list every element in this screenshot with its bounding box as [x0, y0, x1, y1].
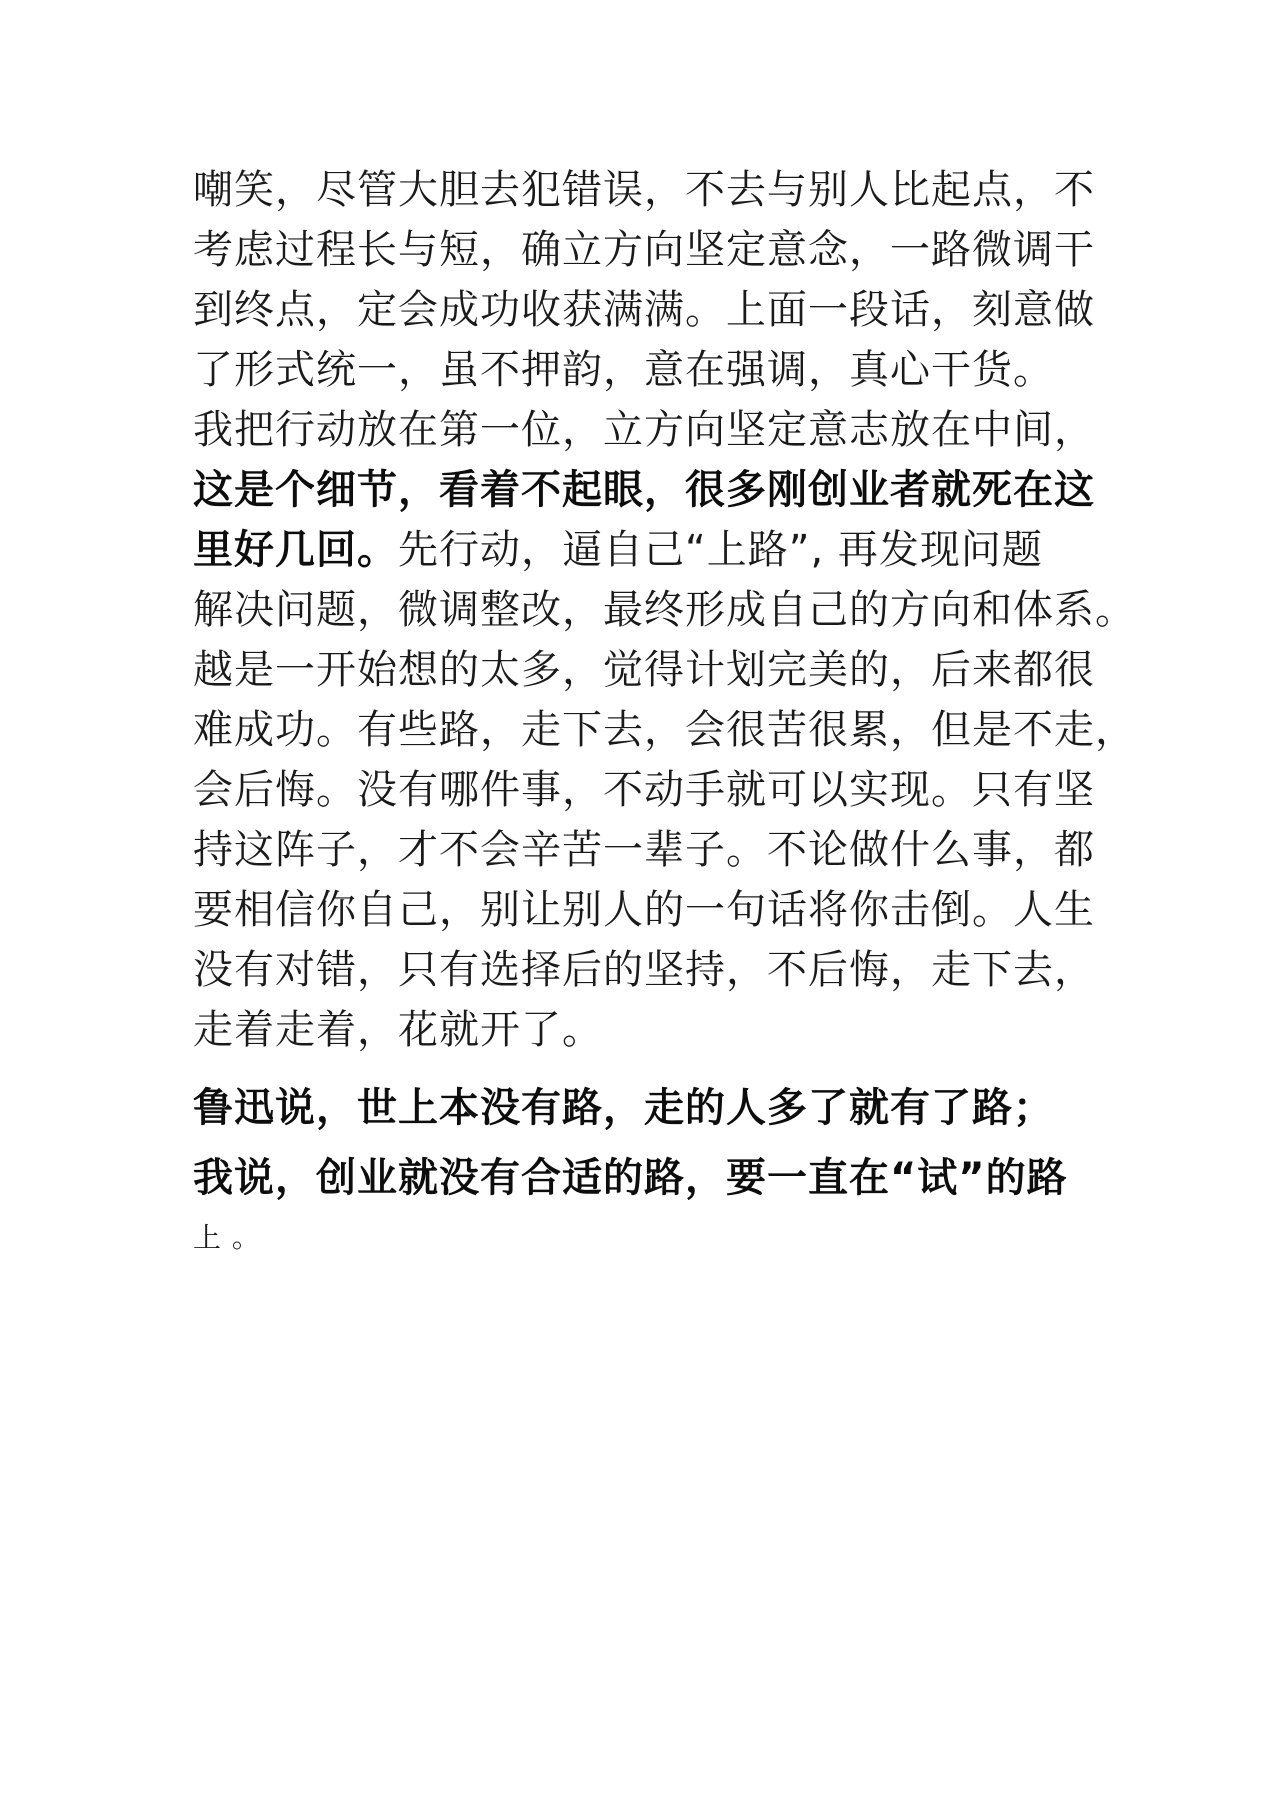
text-line: 会后悔。没有哪件事，不动手就可以实现。只有坚 [193, 767, 1095, 813]
text-line: 难成功。有些路，走下去，会很苦很累，但是不走， [193, 707, 1136, 753]
text-line: 嘲笑，尽管大胆去犯错误，不去与别人比起点，不 [193, 167, 1095, 213]
text-line: 我把行动放在第一位，立方向坚定意志放在中间， [193, 407, 1095, 453]
paragraph-1 [193, 160, 1093, 400]
closing-line: 上 。 [193, 1221, 261, 1254]
text-line: 越是一开始想的太多，觉得计划完美的，后来都很 [193, 647, 1095, 693]
text-line: 解决问题，微调整改，最终形成自己的方向和体系。 [193, 587, 1136, 633]
quote-line: 鲁迅说，世上本没有路，走的人多了就有了路； [193, 1085, 1054, 1131]
text-line: 没有对错，只有选择后的坚持，不后悔，走下去， [193, 947, 1095, 993]
text-line: 持这阵子，才不会辛苦一辈子。不论做什么事，都 [193, 827, 1095, 873]
text-line: 走着走着，花就开了。 [193, 1007, 603, 1053]
document-body [193, 160, 1136, 1268]
quote-block [193, 1078, 1093, 1268]
text-line: 考虑过程长与短，确立方向坚定意念，一路微调干 [193, 227, 1095, 273]
mixed-text-line [193, 520, 1093, 580]
quote-line: 我说，创业就没有合适的路，要一直在“试”的路 [193, 1155, 1068, 1201]
text-line: 到终点，定会成功收获满满。上面一段话，刻意做 [193, 287, 1095, 333]
text-segment: 先行动，逼自己“上路”, 再发现问题 [398, 527, 1043, 573]
emphasized-text: 里好几回。 [193, 527, 398, 573]
text-line: 了形式统一，虽不押韵，意在强调，真心干货。 [193, 347, 1054, 393]
text-line: 要相信你自己，别让别人的一句话将你击倒。人生 [193, 887, 1095, 933]
paragraph-2 [193, 400, 1136, 1060]
emphasized-text-line: 这是个细节，看着不起眼，很多刚创业者就死在这 [193, 467, 1095, 513]
